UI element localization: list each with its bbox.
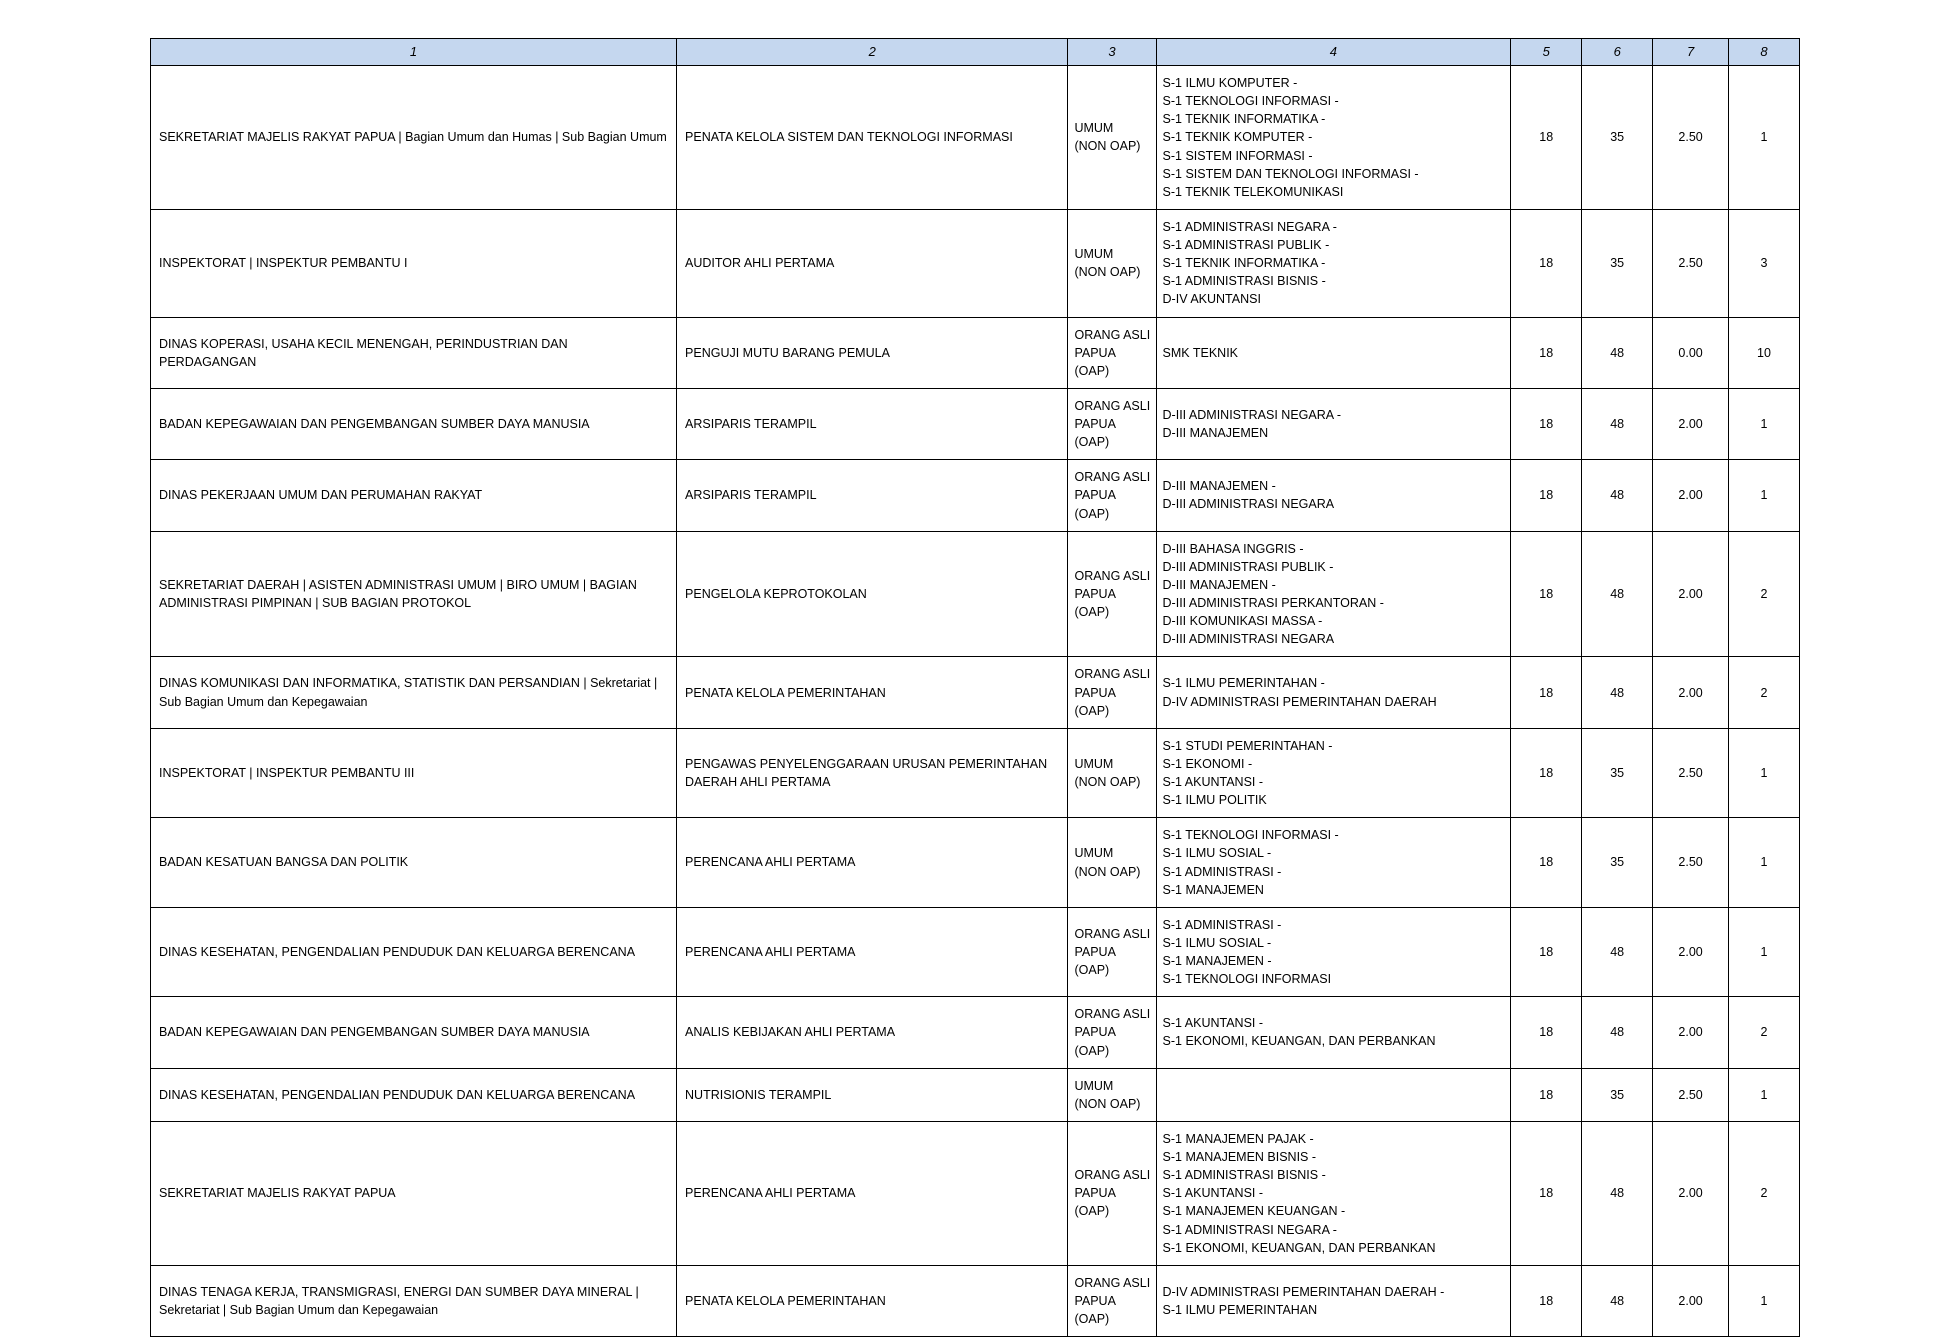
cell-col8: 2 xyxy=(1729,997,1800,1068)
applicant-type-line: UMUM xyxy=(1074,1078,1114,1093)
education-line: S-1 ILMU KOMPUTER - xyxy=(1162,76,1298,90)
education-line: S-1 ADMINISTRASI BISNIS - xyxy=(1162,274,1326,289)
cell-unit: BADAN KEPEGAWAIAN DAN PENGEMBANGAN SUMBER DAYA MANUSIA xyxy=(151,997,677,1068)
applicant-type-line: ORANG ASLI xyxy=(1074,1168,1151,1183)
cell-col8: 1 xyxy=(1729,66,1800,210)
cell-col6: 48 xyxy=(1582,657,1653,728)
cell-col6: 35 xyxy=(1582,728,1653,818)
education-line: D-IV ADMINISTRASI PEMERINTAHAN DAERAH - xyxy=(1162,1284,1445,1299)
column-header-7: 7 xyxy=(1653,39,1729,66)
education-line: S-1 SISTEM INFORMASI - xyxy=(1162,148,1313,163)
cell-col7: 2.50 xyxy=(1653,818,1729,908)
education-line: D-III MANAJEMEN xyxy=(1162,426,1269,441)
cell-education xyxy=(1156,388,1511,459)
education-line: D-III ADMINISTRASI PERKANTORAN - xyxy=(1162,596,1384,610)
applicant-type-line: (NON OAP) xyxy=(1074,265,1141,280)
cell-col6: 48 xyxy=(1582,907,1653,997)
education-line: D-III KOMUNIKASI MASSA - xyxy=(1162,614,1323,629)
education-line: S-1 EKONOMI, KEUANGAN, DAN PERBANKAN xyxy=(1162,1034,1436,1049)
column-header-8: 8 xyxy=(1729,39,1800,66)
cell-unit: DINAS KESEHATAN, PENGENDALIAN PENDUDUK DAN KELUARGA BERENCANA xyxy=(151,907,677,997)
formation-table xyxy=(150,38,1800,1337)
cell-col7: 2.00 xyxy=(1653,657,1729,728)
applicant-type-line: ORANG ASLI xyxy=(1074,667,1151,682)
table-row xyxy=(151,66,1800,210)
applicant-type-line: PAPUA xyxy=(1074,1186,1116,1201)
table-row xyxy=(151,907,1800,997)
cell-col6: 35 xyxy=(1582,209,1653,317)
applicant-type-line: UMUM xyxy=(1074,121,1114,136)
cell-applicant-type xyxy=(1068,531,1156,657)
cell-col8: 1 xyxy=(1729,1265,1800,1336)
education-line: S-1 ADMINISTRASI NEGARA - xyxy=(1162,219,1337,234)
cell-col6: 48 xyxy=(1582,317,1653,388)
cell-position: PERENCANA AHLI PERTAMA xyxy=(677,818,1068,908)
cell-col7: 0.00 xyxy=(1653,317,1729,388)
education-line: S-1 ILMU PEMERINTAHAN - xyxy=(1162,676,1325,691)
education-line: S-1 ADMINISTRASI BISNIS - xyxy=(1162,1168,1326,1183)
education-line: S-1 ADMINISTRASI - xyxy=(1162,864,1282,879)
education-line: S-1 ILMU PEMERINTAHAN xyxy=(1162,1302,1318,1317)
cell-col8: 1 xyxy=(1729,818,1800,908)
table-row xyxy=(151,317,1800,388)
applicant-type-line: (OAP) xyxy=(1074,435,1110,450)
cell-position: PERENCANA AHLI PERTAMA xyxy=(677,1121,1068,1265)
cell-applicant-type xyxy=(1068,388,1156,459)
cell-col7: 2.00 xyxy=(1653,997,1729,1068)
applicant-type-line: ORANG ASLI xyxy=(1074,470,1151,485)
cell-col8: 3 xyxy=(1729,209,1800,317)
table-row xyxy=(151,209,1800,317)
cell-unit: DINAS KOMUNIKASI DAN INFORMATIKA, STATISTIK DAN PERSANDIAN | Sekretariat | Sub Bagian Umum dan Kepegawaian xyxy=(151,657,677,728)
applicant-type-line: (OAP) xyxy=(1074,363,1110,378)
education-line: S-1 TEKNOLOGI INFORMASI xyxy=(1162,972,1332,987)
education-line: S-1 TEKNIK TELEKOMUNIKASI xyxy=(1162,184,1344,199)
cell-col6: 48 xyxy=(1582,460,1653,531)
applicant-type-line: (NON OAP) xyxy=(1074,1096,1141,1111)
cell-unit: DINAS KOPERASI, USAHA KECIL MENENGAH, PERINDUSTRIAN DAN PERDAGANGAN xyxy=(151,317,677,388)
education-line: D-IV ADMINISTRASI PEMERINTAHAN DAERAH xyxy=(1162,694,1437,709)
applicant-type-line: PAPUA xyxy=(1074,944,1116,959)
education-line: D-III ADMINISTRASI NEGARA xyxy=(1162,497,1335,512)
column-header-2: 2 xyxy=(677,39,1068,66)
cell-col5: 18 xyxy=(1511,531,1582,657)
table-row xyxy=(151,1121,1800,1265)
cell-applicant-type xyxy=(1068,1068,1156,1121)
cell-col5: 18 xyxy=(1511,460,1582,531)
table-row xyxy=(151,728,1800,818)
cell-col5: 18 xyxy=(1511,657,1582,728)
cell-applicant-type xyxy=(1068,209,1156,317)
table-header xyxy=(151,39,1800,66)
cell-col8: 2 xyxy=(1729,657,1800,728)
cell-col5: 18 xyxy=(1511,1068,1582,1121)
cell-col5: 18 xyxy=(1511,907,1582,997)
cell-education xyxy=(1156,460,1511,531)
cell-unit: INSPEKTORAT | INSPEKTUR PEMBANTU I xyxy=(151,209,677,317)
education-line: S-1 ADMINISTRASI NEGARA - xyxy=(1162,1222,1337,1237)
cell-col6: 48 xyxy=(1582,1121,1653,1265)
education-line: D-III MANAJEMEN - xyxy=(1162,577,1276,592)
applicant-type-line: UMUM xyxy=(1074,756,1114,771)
applicant-type-line: (OAP) xyxy=(1074,1312,1110,1326)
cell-applicant-type xyxy=(1068,317,1156,388)
cell-col7: 2.50 xyxy=(1653,1068,1729,1121)
cell-applicant-type xyxy=(1068,657,1156,728)
cell-position: PENATA KELOLA PEMERINTAHAN xyxy=(677,1265,1068,1336)
applicant-type-line: (OAP) xyxy=(1074,703,1110,718)
education-line: S-1 MANAJEMEN - xyxy=(1162,954,1272,968)
applicant-type-line: (OAP) xyxy=(1074,605,1110,620)
education-line: S-1 ILMU POLITIK xyxy=(1162,793,1267,808)
cell-col7: 2.00 xyxy=(1653,1121,1729,1265)
cell-unit: SEKRETARIAT DAERAH | ASISTEN ADMINISTRASI UMUM | BIRO UMUM | BAGIAN ADMINISTRASI PIMPINAN | SUB BAGIAN PROTOKOL xyxy=(151,531,677,657)
education-line: SMK TEKNIK xyxy=(1162,345,1239,360)
education-line: S-1 STUDI PEMERINTAHAN - xyxy=(1162,738,1333,753)
cell-education xyxy=(1156,317,1511,388)
applicant-type-line: PAPUA xyxy=(1074,1293,1116,1308)
cell-col7: 2.50 xyxy=(1653,728,1729,818)
applicant-type-line: (OAP) xyxy=(1074,506,1110,521)
cell-col6: 48 xyxy=(1582,997,1653,1068)
education-line: S-1 EKONOMI - xyxy=(1162,756,1253,771)
cell-education xyxy=(1156,728,1511,818)
education-line: S-1 TEKNOLOGI INFORMASI - xyxy=(1162,828,1339,843)
cell-applicant-type xyxy=(1068,66,1156,210)
cell-col8: 1 xyxy=(1729,388,1800,459)
education-line: D-III MANAJEMEN - xyxy=(1162,479,1276,494)
education-line: S-1 TEKNIK INFORMATIKA - xyxy=(1162,256,1326,271)
cell-position: PENATA KELOLA SISTEM DAN TEKNOLOGI INFORMASI xyxy=(677,66,1068,210)
cell-position: AUDITOR AHLI PERTAMA xyxy=(677,209,1068,317)
cell-col8: 1 xyxy=(1729,907,1800,997)
cell-col5: 18 xyxy=(1511,66,1582,210)
cell-education xyxy=(1156,657,1511,728)
cell-unit: SEKRETARIAT MAJELIS RAKYAT PAPUA | Bagian Umum dan Humas | Sub Bagian Umum xyxy=(151,66,677,210)
education-line: S-1 ADMINISTRASI - xyxy=(1162,917,1282,932)
applicant-type-line: PAPUA xyxy=(1074,586,1116,601)
cell-col8: 1 xyxy=(1729,728,1800,818)
cell-position: ARSIPARIS TERAMPIL xyxy=(677,460,1068,531)
cell-unit: DINAS PEKERJAAN UMUM DAN PERUMAHAN RAKYAT xyxy=(151,460,677,531)
table-body xyxy=(151,66,1800,1337)
cell-col6: 35 xyxy=(1582,1068,1653,1121)
cell-col7: 2.00 xyxy=(1653,1265,1729,1336)
table-row xyxy=(151,531,1800,657)
cell-education xyxy=(1156,818,1511,908)
applicant-type-line: UMUM xyxy=(1074,846,1114,861)
table-row xyxy=(151,818,1800,908)
cell-unit: DINAS KESEHATAN, PENGENDALIAN PENDUDUK DAN KELUARGA BERENCANA xyxy=(151,1068,677,1121)
education-line: D-III ADMINISTRASI NEGARA xyxy=(1162,632,1335,647)
education-line: S-1 MANAJEMEN BISNIS - xyxy=(1162,1150,1317,1164)
education-line: D-III BAHASA INGGRIS - xyxy=(1162,541,1304,556)
cell-col5: 18 xyxy=(1511,317,1582,388)
table-row xyxy=(151,1068,1800,1121)
cell-col7: 2.00 xyxy=(1653,531,1729,657)
cell-col5: 18 xyxy=(1511,388,1582,459)
applicant-type-line: PAPUA xyxy=(1074,685,1116,700)
cell-education xyxy=(1156,997,1511,1068)
cell-education xyxy=(1156,66,1511,210)
education-line: S-1 TEKNIK INFORMATIKA - xyxy=(1162,112,1326,127)
education-line: D-III ADMINISTRASI PUBLIK - xyxy=(1162,559,1334,574)
cell-col7: 2.00 xyxy=(1653,460,1729,531)
cell-col8: 1 xyxy=(1729,460,1800,531)
applicant-type-line: ORANG ASLI xyxy=(1074,327,1151,342)
cell-col8: 2 xyxy=(1729,1121,1800,1265)
cell-position: PENATA KELOLA PEMERINTAHAN xyxy=(677,657,1068,728)
cell-applicant-type xyxy=(1068,907,1156,997)
applicant-type-line: ORANG ASLI xyxy=(1074,926,1151,941)
education-line: S-1 AKUNTANSI - xyxy=(1162,1016,1264,1031)
cell-col8: 10 xyxy=(1729,317,1800,388)
education-line: S-1 TEKNOLOGI INFORMASI - xyxy=(1162,94,1339,109)
applicant-type-line: (OAP) xyxy=(1074,1043,1110,1058)
cell-col6: 48 xyxy=(1582,531,1653,657)
cell-education xyxy=(1156,907,1511,997)
cell-col6: 48 xyxy=(1582,1265,1653,1336)
education-line: D-III ADMINISTRASI NEGARA - xyxy=(1162,407,1342,422)
cell-unit: BADAN KEPEGAWAIAN DAN PENGEMBANGAN SUMBER DAYA MANUSIA xyxy=(151,388,677,459)
applicant-type-line: (NON OAP) xyxy=(1074,775,1141,789)
header-row xyxy=(151,39,1800,66)
applicant-type-line: ORANG ASLI xyxy=(1074,398,1151,413)
cell-col7: 2.50 xyxy=(1653,66,1729,210)
applicant-type-line: ORANG ASLI xyxy=(1074,1007,1151,1022)
education-line: S-1 EKONOMI, KEUANGAN, DAN PERBANKAN xyxy=(1162,1240,1436,1255)
applicant-type-line: (OAP) xyxy=(1074,963,1110,978)
column-header-1: 1 xyxy=(151,39,677,66)
cell-position: ARSIPARIS TERAMPIL xyxy=(677,388,1068,459)
education-line: S-1 AKUNTANSI - xyxy=(1162,1186,1264,1201)
cell-unit: BADAN KESATUAN BANGSA DAN POLITIK xyxy=(151,818,677,908)
applicant-type-line: ORANG ASLI xyxy=(1074,1275,1151,1290)
cell-col7: 2.50 xyxy=(1653,209,1729,317)
cell-position: PERENCANA AHLI PERTAMA xyxy=(677,907,1068,997)
cell-applicant-type xyxy=(1068,460,1156,531)
cell-col5: 18 xyxy=(1511,818,1582,908)
cell-education xyxy=(1156,1121,1511,1265)
applicant-type-line: UMUM xyxy=(1074,247,1114,262)
cell-applicant-type xyxy=(1068,997,1156,1068)
applicant-type-line: PAPUA xyxy=(1074,488,1116,503)
table-row xyxy=(151,657,1800,728)
applicant-type-line: (NON OAP) xyxy=(1074,139,1141,154)
table-row xyxy=(151,388,1800,459)
cell-position: PENGAWAS PENYELENGGARAAN URUSAN PEMERINTAHAN DAERAH AHLI PERTAMA xyxy=(677,728,1068,818)
cell-position: NUTRISIONIS TERAMPIL xyxy=(677,1068,1068,1121)
applicant-type-line: PAPUA xyxy=(1074,417,1116,431)
cell-col5: 18 xyxy=(1511,209,1582,317)
cell-col6: 35 xyxy=(1582,66,1653,210)
cell-col6: 35 xyxy=(1582,818,1653,908)
cell-col5: 18 xyxy=(1511,1121,1582,1265)
education-line: S-1 TEKNIK KOMPUTER - xyxy=(1162,130,1313,145)
education-line: S-1 ILMU SOSIAL - xyxy=(1162,935,1272,950)
education-line: D-IV AKUNTANSI xyxy=(1162,292,1261,307)
column-header-5: 5 xyxy=(1511,39,1582,66)
applicant-type-line: (OAP) xyxy=(1074,1204,1110,1219)
cell-col7: 2.00 xyxy=(1653,907,1729,997)
cell-col8: 1 xyxy=(1729,1068,1800,1121)
education-line: S-1 AKUNTANSI - xyxy=(1162,775,1264,789)
education-line: S-1 SISTEM DAN TEKNOLOGI INFORMASI - xyxy=(1162,166,1419,181)
column-header-3: 3 xyxy=(1068,39,1156,66)
cell-education xyxy=(1156,209,1511,317)
applicant-type-line: PAPUA xyxy=(1074,1025,1116,1040)
education-line: S-1 MANAJEMEN xyxy=(1162,882,1264,897)
cell-applicant-type xyxy=(1068,1121,1156,1265)
cell-unit: SEKRETARIAT MAJELIS RAKYAT PAPUA xyxy=(151,1121,677,1265)
cell-education xyxy=(1156,531,1511,657)
table-row xyxy=(151,997,1800,1068)
cell-unit: INSPEKTORAT | INSPEKTUR PEMBANTU III xyxy=(151,728,677,818)
cell-position: PENGELOLA KEPROTOKOLAN xyxy=(677,531,1068,657)
cell-col7: 2.00 xyxy=(1653,388,1729,459)
cell-col5: 18 xyxy=(1511,728,1582,818)
education-line: S-1 MANAJEMEN PAJAK - xyxy=(1162,1131,1314,1146)
column-header-4: 4 xyxy=(1156,39,1511,66)
table-row xyxy=(151,460,1800,531)
applicant-type-line: PAPUA xyxy=(1074,345,1116,360)
education-line: S-1 ILMU SOSIAL - xyxy=(1162,846,1272,861)
cell-education xyxy=(1156,1068,1511,1121)
cell-col8: 2 xyxy=(1729,531,1800,657)
cell-col6: 48 xyxy=(1582,388,1653,459)
cell-applicant-type xyxy=(1068,728,1156,818)
cell-col5: 18 xyxy=(1511,1265,1582,1336)
education-line: S-1 MANAJEMEN KEUANGAN - xyxy=(1162,1204,1346,1219)
applicant-type-line: (NON OAP) xyxy=(1074,864,1141,879)
applicant-type-line: ORANG ASLI xyxy=(1074,568,1151,583)
education-line: S-1 ADMINISTRASI PUBLIK - xyxy=(1162,238,1330,252)
column-header-6: 6 xyxy=(1582,39,1653,66)
cell-col5: 18 xyxy=(1511,997,1582,1068)
cell-position: ANALIS KEBIJAKAN AHLI PERTAMA xyxy=(677,997,1068,1068)
cell-position: PENGUJI MUTU BARANG PEMULA xyxy=(677,317,1068,388)
cell-applicant-type xyxy=(1068,818,1156,908)
cell-unit: DINAS TENAGA KERJA, TRANSMIGRASI, ENERGI DAN SUMBER DAYA MINERAL | Sekretariat | Sub Bagian Umum dan Kepegawaian xyxy=(151,1265,677,1336)
